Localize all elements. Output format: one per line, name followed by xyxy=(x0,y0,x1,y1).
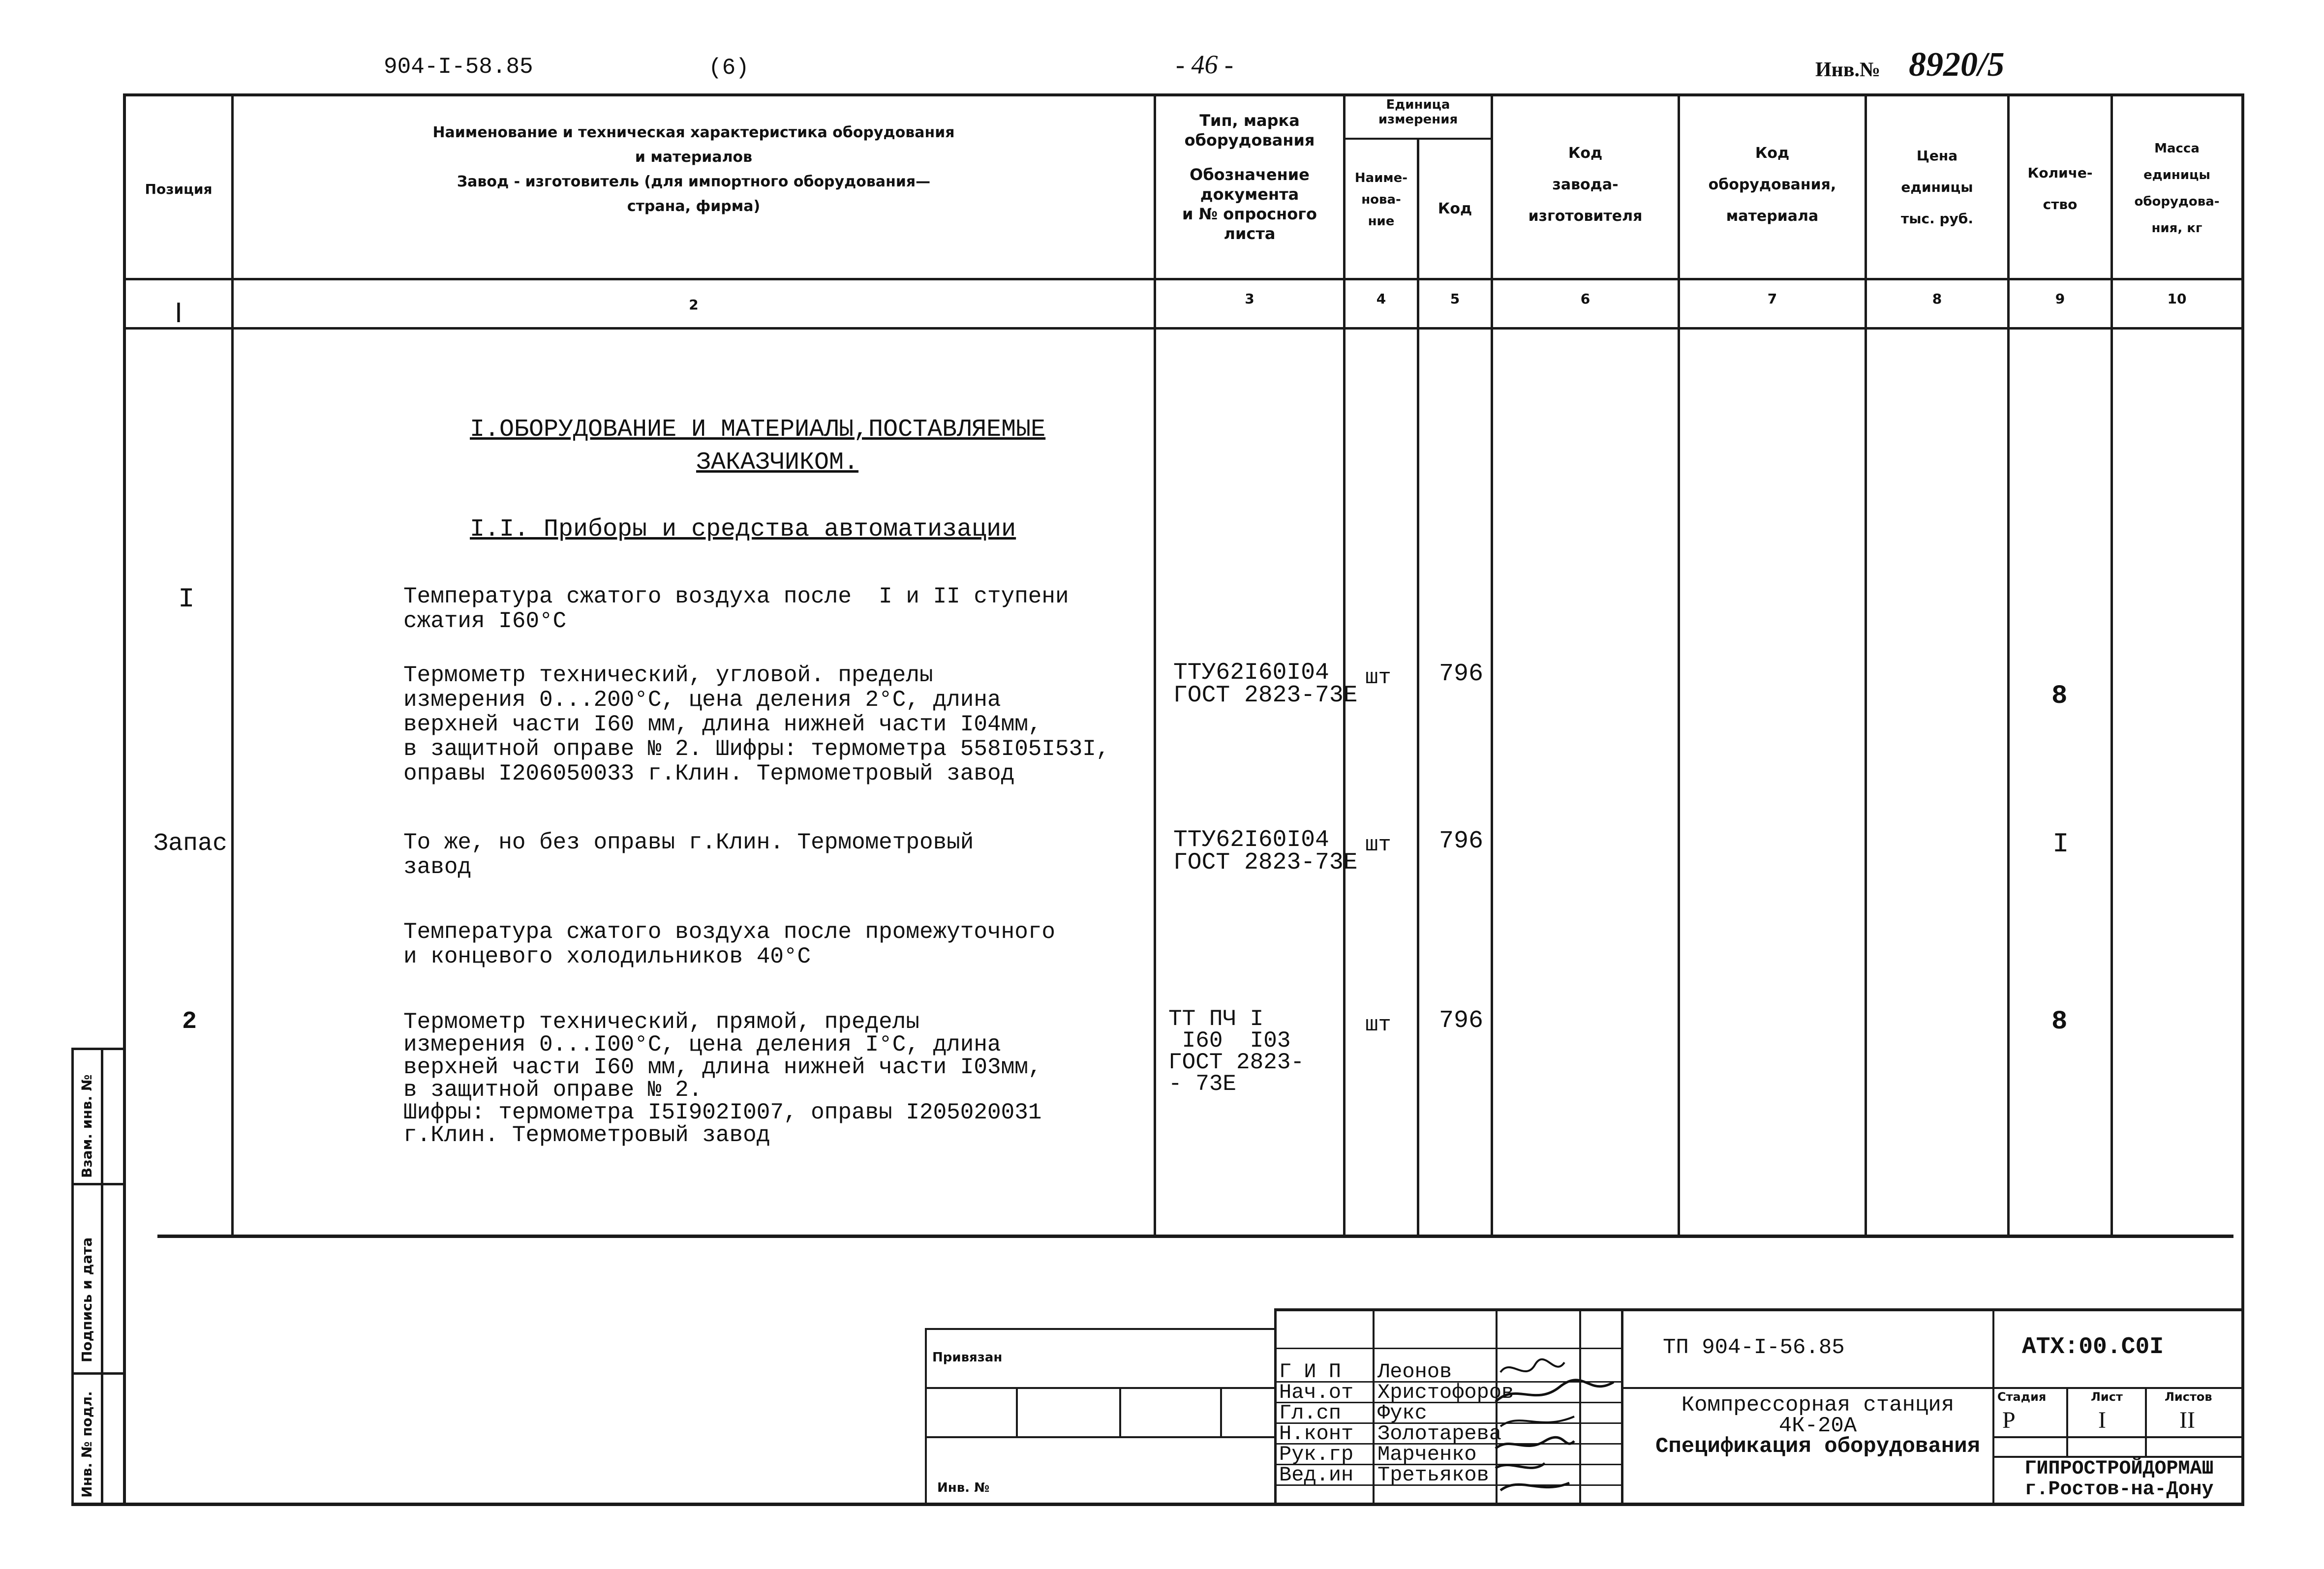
sheet-ref: (6) xyxy=(708,55,749,81)
row-type: ТТУ62I60I04 ГОСТ 2823-73Е xyxy=(1173,660,1358,709)
row-quantity: 8 xyxy=(2051,681,2068,711)
privyazan-left-border xyxy=(925,1328,927,1505)
side-stamp-line xyxy=(71,1048,125,1050)
header-unit-group: Единица измерения xyxy=(1378,97,1458,127)
inv-no-label: Инв. № xyxy=(937,1480,990,1495)
privyazan-line xyxy=(925,1436,1274,1438)
side-vzam: Взам. инв. № xyxy=(79,1074,95,1178)
col-divider-9 xyxy=(2110,93,2113,1235)
colnum-8: 8 xyxy=(1932,291,1942,307)
row-unit-code: 796 xyxy=(1439,827,1484,855)
header-unit-name: Наиме- нова- ние xyxy=(1354,171,1408,229)
colnum-6: 6 xyxy=(1580,291,1590,307)
row-unit-name: шт xyxy=(1365,833,1391,857)
row-type: ТТУ62I60I04 ГОСТ 2823-73Е xyxy=(1173,827,1358,876)
row-unit-name: шт xyxy=(1365,1013,1391,1037)
table-bottom-line xyxy=(157,1235,2233,1238)
signature-grid-line xyxy=(1274,1348,1621,1349)
list-value: I xyxy=(2098,1407,2106,1433)
colnum-2: 2 xyxy=(689,297,699,313)
row-description: Термометр технический, угловой. пределы измерения 0...200°C, цена деления 2°C, длина верхней части I60 мм, длина нижней части I04мм, в защитной оправе № 2. Шифры: термометра 558I05I53I, оправы I206050033 г.Клин. Термометровый завод xyxy=(403,663,1110,786)
header-equipment-code: Код оборудования, материала xyxy=(1708,145,1836,225)
signature-grid-left xyxy=(1274,1308,1277,1505)
privyazan-divider xyxy=(1119,1387,1121,1436)
col-divider-1 xyxy=(231,93,234,1235)
privyazan-label: Привязан xyxy=(932,1350,1003,1365)
row-position: 2 xyxy=(182,1008,197,1036)
side-stamp-divider xyxy=(101,1048,103,1505)
doc-code: 904-I-58.85 xyxy=(384,54,533,80)
handwritten-signatures xyxy=(1491,1353,1623,1500)
colnum-9: 9 xyxy=(2055,291,2065,307)
header-factory-code: Код завода- изготовителя xyxy=(1528,145,1643,225)
table-top-border xyxy=(123,93,2243,96)
row-description: То же, но без оправы г.Клин. Термометровый завод xyxy=(403,830,974,880)
header-name: Наименование и техническая характеристика оборудования и материалов Завод - изготовитель (для импортного оборудования— страна, фирма) xyxy=(432,124,955,215)
title-block-divider xyxy=(1992,1308,1994,1505)
signature-grid-divider xyxy=(1373,1308,1375,1505)
col-divider-8 xyxy=(2007,93,2010,1235)
name-leonov: Леонов xyxy=(1377,1360,1452,1384)
object-title: Компрессорная станция 4К-20А Спецификация оборудования xyxy=(1655,1393,1981,1459)
frame-right xyxy=(2241,93,2244,1505)
role-gl-sp: Гл.сп xyxy=(1279,1401,1342,1425)
privyazan-divider xyxy=(1016,1387,1018,1436)
name-marchenko: Марченко xyxy=(1377,1443,1477,1466)
role-gip: Г И П xyxy=(1279,1360,1342,1384)
row-position: Запас xyxy=(153,830,228,858)
frame-bottom xyxy=(71,1503,2244,1506)
org-name: ГИПРОСТРОЙДОРМАШ г.Ростов-на-Дону xyxy=(2024,1458,2214,1501)
title-block-top xyxy=(1274,1308,2243,1311)
side-stamp-line xyxy=(71,1183,125,1185)
colnum-1: I xyxy=(175,298,183,329)
row-unit-code: 796 xyxy=(1439,1007,1484,1035)
title-block-divider xyxy=(2066,1387,2068,1456)
role-nach-ot: Нач.от xyxy=(1279,1381,1354,1404)
name-zolotareva: Золотарева xyxy=(1377,1422,1502,1446)
row-quantity: 8 xyxy=(2051,1007,2068,1037)
col-divider-7 xyxy=(1865,93,1867,1235)
title-block-divider xyxy=(2145,1387,2147,1456)
header-quantity: Количе- ство xyxy=(2027,165,2093,212)
col-divider-6 xyxy=(1678,93,1680,1235)
doc-number: ТП 904-I-56.85 xyxy=(1663,1335,1845,1360)
col-divider-2 xyxy=(1154,93,1156,1235)
name-tretyakov: Третьяков xyxy=(1377,1463,1489,1487)
stadia-label: Стадия xyxy=(1997,1390,2047,1404)
colnum-4: 4 xyxy=(1376,291,1386,307)
row-unit-name: шт xyxy=(1365,665,1391,690)
inv-value: 8920/5 xyxy=(1909,46,2005,84)
header-type: Тип, марка оборудования Обозначение документа и № опросного листа xyxy=(1182,111,1317,243)
title-block-line xyxy=(1621,1387,2243,1389)
header-unit-code: Код xyxy=(1437,200,1472,217)
row-description: Температура сжатого воздуха после промежуточного и концевого холодильников 40°C xyxy=(403,919,1056,969)
name-hristoforov: Христофоров xyxy=(1377,1381,1514,1404)
doc-mark: АТХ:00.C0I xyxy=(2022,1334,2164,1360)
row-description: Температура сжатого воздуха после I и II ступени сжатия I60°C xyxy=(403,584,1069,634)
privyazan-top-border xyxy=(925,1328,1274,1330)
row-unit-code: 796 xyxy=(1439,660,1484,688)
inv-label: Инв.№ xyxy=(1815,59,1881,81)
row-quantity: I xyxy=(2052,828,2069,860)
section-title-line2: ЗАКАЗЧИКОМ. xyxy=(696,449,859,477)
header-price: Цена единицы тыс. руб. xyxy=(1900,148,1973,227)
privyazan-divider xyxy=(1220,1387,1222,1436)
section-subtitle: I.I. Приборы и средства автоматизации xyxy=(470,515,1016,543)
header-bottom-line xyxy=(123,278,2243,280)
side-inv-podl: Инв. № подл. xyxy=(79,1391,95,1498)
role-ved-in: Вед.ин xyxy=(1279,1463,1354,1487)
name-fuks: Фукс xyxy=(1377,1401,1427,1425)
header-mass: Масса единицы оборудова- ния, кг xyxy=(2134,141,2220,236)
role-n-kont: Н.конт xyxy=(1279,1422,1354,1446)
side-stamp-line xyxy=(71,1372,125,1375)
colnum-bottom-line xyxy=(123,327,2243,330)
side-stamp-border xyxy=(71,1048,74,1505)
row-description: Термометр технический, прямой, пределы измерения 0...I00°C, цена деления I°C, длина верхней части I60 мм, длина нижней части I03мм, в защитной оправе № 2. Шифры: термометра I5I902I007, оправы I205020031 г.Клин. Термометровый завод xyxy=(403,1009,1042,1148)
colnum-10: 10 xyxy=(2167,291,2187,307)
title-block-line xyxy=(1992,1436,2243,1438)
col-divider-5 xyxy=(1491,93,1493,1235)
listov-value: II xyxy=(2179,1407,2195,1433)
colnum-3: 3 xyxy=(1245,291,1254,307)
colnum-7: 7 xyxy=(1767,291,1777,307)
side-podpis: Подпись и дата xyxy=(79,1237,95,1362)
row-position: I xyxy=(178,583,195,615)
role-ruk-gr: Рук.гр xyxy=(1279,1443,1354,1466)
section-title-line1: I.ОБОРУДОВАНИЕ И МАТЕРИАЛЫ,ПОСТАВЛЯЕМЫЕ xyxy=(470,416,1046,444)
row-type: ТТ ПЧ I I60 I03 ГОСТ 2823- - 73Е xyxy=(1168,1006,1305,1097)
page-number: - 46 - xyxy=(1176,50,1233,79)
list-label: Лист xyxy=(2091,1390,2123,1404)
stadia-value: Р xyxy=(2002,1407,2016,1433)
header-position: Позиция xyxy=(145,181,213,197)
listov-label: Листов xyxy=(2165,1390,2212,1404)
colnum-5: 5 xyxy=(1450,291,1460,307)
